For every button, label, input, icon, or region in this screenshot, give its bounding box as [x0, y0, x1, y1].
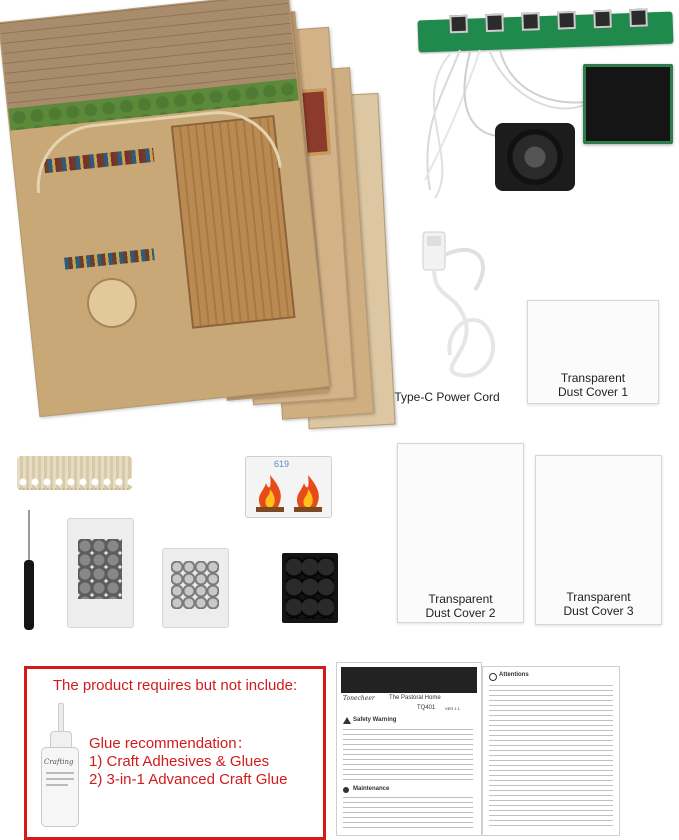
warning-icon	[343, 717, 351, 724]
usb-cord	[415, 230, 525, 380]
manual-body-lines	[343, 797, 473, 829]
manual-warning-banner	[341, 667, 477, 693]
attention-icon	[489, 673, 497, 681]
rubber-feet-pad	[282, 553, 338, 623]
power-cord-caption: Type-C Power Cord	[394, 390, 500, 404]
safety-title: Safety Warning	[353, 717, 397, 723]
bookshelf-print	[64, 248, 155, 269]
bottle-label: Crafting	[44, 758, 74, 766]
dust-cover-3-label: Transparent Dust Cover 3	[563, 590, 634, 618]
craft-sheet-front	[0, 0, 330, 417]
lcd-screen	[583, 64, 673, 144]
manual-body-lines	[343, 729, 473, 781]
manual-sheet-right	[482, 666, 620, 836]
glue-option-1: 1) Craft Adhesives & Glues	[89, 753, 270, 770]
dust-cover-2-label: Transparent Dust Cover 2	[425, 592, 496, 620]
button-switch	[521, 12, 540, 31]
lace-ribbon	[17, 456, 132, 490]
manual-product: The Pastoral Home	[389, 695, 441, 701]
manual-version: VER 1.1	[445, 706, 460, 711]
screw-bag-1	[67, 518, 134, 628]
manual-sheet-left	[336, 662, 482, 836]
manual-brand: Tonecheer	[343, 695, 375, 702]
maintenance-icon	[343, 787, 349, 793]
round-table-print	[85, 275, 140, 330]
manual-body-lines	[489, 685, 613, 829]
manual-model: TQ401	[417, 705, 436, 711]
dust-cover-1	[527, 300, 659, 404]
flame-icon	[290, 473, 326, 513]
dust-cover-1-label: Transparent Dust Cover 1	[557, 371, 629, 399]
attentions-title: Attentions	[499, 672, 529, 678]
maintenance-title: Maintenance	[353, 786, 390, 792]
button-switch	[449, 15, 468, 34]
button-switch	[485, 13, 504, 32]
craft-sheets-stack	[0, 0, 390, 440]
fireplace-sticker	[245, 456, 332, 518]
dust-cover-3	[535, 455, 662, 625]
notice-title: The product requires but not include:	[52, 677, 298, 694]
notice-box	[24, 666, 326, 840]
flame-icon	[252, 473, 288, 513]
screwdriver	[22, 510, 36, 630]
part-code: 619	[274, 459, 290, 469]
glue-heading: Glue recommendation：	[89, 735, 252, 752]
screw-bag-2	[162, 548, 229, 628]
speaker	[495, 123, 575, 191]
glue-bottle	[41, 703, 79, 827]
button-switch	[629, 8, 648, 27]
dust-cover-2	[397, 443, 524, 623]
button-switch	[557, 11, 576, 30]
speaker-cone	[507, 129, 563, 185]
glue-option-2: 2) 3-in-1 Advanced Craft Glue	[89, 771, 288, 788]
button-switch	[593, 10, 612, 29]
